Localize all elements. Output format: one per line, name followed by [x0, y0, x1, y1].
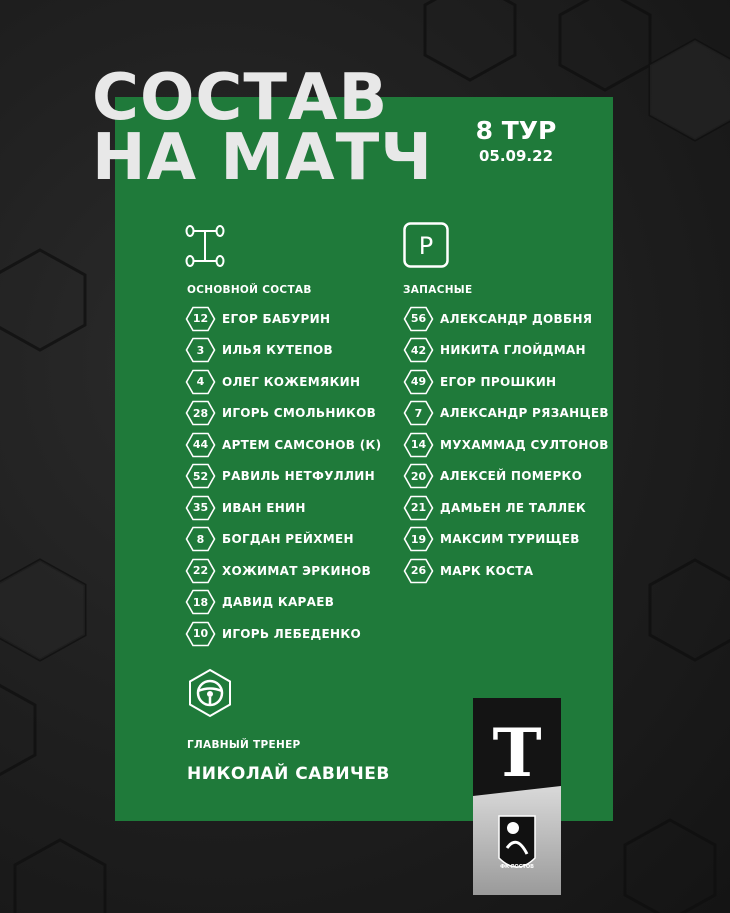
player-name: ОЛЕГ КОЖЕМЯКИН: [222, 374, 361, 389]
player-row: [185, 429, 381, 461]
lineup-list: [185, 303, 381, 650]
player-number-badge: [403, 463, 434, 489]
formation-icon: [185, 223, 225, 271]
player-number-badge: [403, 558, 434, 584]
player-row: [185, 303, 381, 335]
player-row: [185, 398, 381, 430]
player-name: АЛЕКСАНДР ДОВБНЯ: [440, 311, 593, 326]
player-name: ЕГОР БАБУРИН: [222, 311, 331, 326]
player-number-badge: [403, 306, 434, 332]
player-number: 35: [192, 501, 209, 515]
player-number-badge: [403, 432, 434, 458]
player-row: [185, 555, 381, 587]
player-number-badge: [185, 337, 216, 363]
player-row: [185, 587, 381, 619]
player-name: ИВАН ЕНИН: [222, 500, 306, 515]
player-row: [403, 335, 609, 367]
player-number-badge: [403, 369, 434, 395]
player-number: 56: [410, 312, 427, 326]
player-number-badge: [185, 400, 216, 426]
player-name: ЕГОР ПРОШКИН: [440, 374, 557, 389]
coach-name: НИКОЛАЙ САВИЧЕВ: [187, 764, 390, 784]
player-row: [185, 524, 381, 556]
player-name: БОГДАН РЕЙХМЕН: [222, 532, 354, 547]
player-number-badge: [185, 589, 216, 615]
player-name: НИКИТА ГЛОЙДМАН: [440, 343, 586, 358]
player-row: [403, 461, 609, 493]
player-number: 8: [196, 532, 205, 546]
player-row: [185, 618, 381, 650]
player-number: 26: [410, 564, 427, 578]
player-number: 14: [410, 438, 427, 452]
player-name: МУХАММАД СУЛТОНОВ: [440, 437, 609, 452]
player-number-badge: [185, 558, 216, 584]
player-row: [403, 492, 609, 524]
player-number: 10: [192, 627, 209, 641]
badge-club-text: ФК РОСТОВ: [500, 864, 534, 870]
player-number-badge: [403, 495, 434, 521]
player-name: ИЛЬЯ КУТЕПОВ: [222, 343, 334, 358]
player-number-badge: [185, 526, 216, 552]
subs-heading: ЗАПАСНЫЕ: [403, 284, 473, 296]
player-number-badge: [403, 400, 434, 426]
player-number: 7: [414, 406, 423, 420]
player-number: 12: [192, 312, 209, 326]
player-number-badge: [185, 463, 216, 489]
player-row: [185, 492, 381, 524]
title-line-2: НА МАТЧ: [92, 121, 433, 195]
player-number-badge: [185, 306, 216, 332]
title-line-1: СОСТАВ: [92, 61, 389, 135]
player-number: 3: [196, 343, 205, 357]
player-name: АРТЕМ САМСОНОВ (К): [222, 437, 382, 452]
parking-icon: [403, 222, 449, 268]
player-row: [403, 555, 609, 587]
player-number-badge: [403, 337, 434, 363]
steering-wheel-icon: [185, 668, 235, 718]
player-number: 19: [410, 532, 427, 546]
player-row: [403, 303, 609, 335]
player-number: 22: [192, 564, 209, 578]
player-row: [185, 335, 381, 367]
player-row: [403, 524, 609, 556]
player-number-badge: [185, 432, 216, 458]
badge-letter: Т: [492, 714, 542, 792]
player-number-badge: [185, 369, 216, 395]
player-row: [403, 366, 609, 398]
player-number: 21: [410, 501, 427, 515]
player-number-badge: [185, 495, 216, 521]
player-number: 49: [410, 375, 427, 389]
player-name: РАВИЛЬ НЕТФУЛЛИН: [222, 469, 375, 484]
player-row: [185, 366, 381, 398]
round-label: 8 ТУР: [475, 116, 557, 145]
match-date: 05.09.22: [478, 147, 554, 165]
club-badge: [473, 698, 561, 895]
player-name: АЛЕКСЕЙ ПОМЕРКО: [440, 469, 583, 484]
player-number: 52: [192, 469, 209, 483]
player-number: 28: [192, 406, 209, 420]
coach-label: ГЛАВНЫЙ ТРЕНЕР: [187, 739, 301, 751]
player-name: АЛЕКСАНДР РЯЗАНЦЕВ: [440, 406, 609, 421]
player-name: ИГОРЬ ЛЕБЕДЕНКО: [222, 626, 361, 641]
parking-letter: P: [418, 232, 434, 260]
player-number: 4: [196, 375, 205, 389]
player-number: 44: [192, 438, 209, 452]
player-number-badge: [185, 621, 216, 647]
subs-list: [403, 303, 609, 587]
player-name: МАКСИМ ТУРИЩЕВ: [440, 532, 580, 547]
player-number-badge: [403, 526, 434, 552]
player-name: ИГОРЬ СМОЛЬНИКОВ: [222, 406, 377, 421]
player-number: 42: [410, 343, 427, 357]
player-row: [403, 398, 609, 430]
lineup-heading: ОСНОВНОЙ СОСТАВ: [187, 284, 312, 296]
player-number: 18: [192, 595, 209, 609]
player-row: [403, 429, 609, 461]
player-name: ДАВИД КАРАЕВ: [222, 595, 335, 610]
player-name: МАРК КОСТА: [440, 563, 534, 578]
player-row: [185, 461, 381, 493]
player-number: 20: [410, 469, 427, 483]
player-name: ДАМЬЕН ЛЕ ТАЛЛЕК: [440, 500, 587, 515]
player-name: ХОЖИМАТ ЭРКИНОВ: [222, 563, 372, 578]
